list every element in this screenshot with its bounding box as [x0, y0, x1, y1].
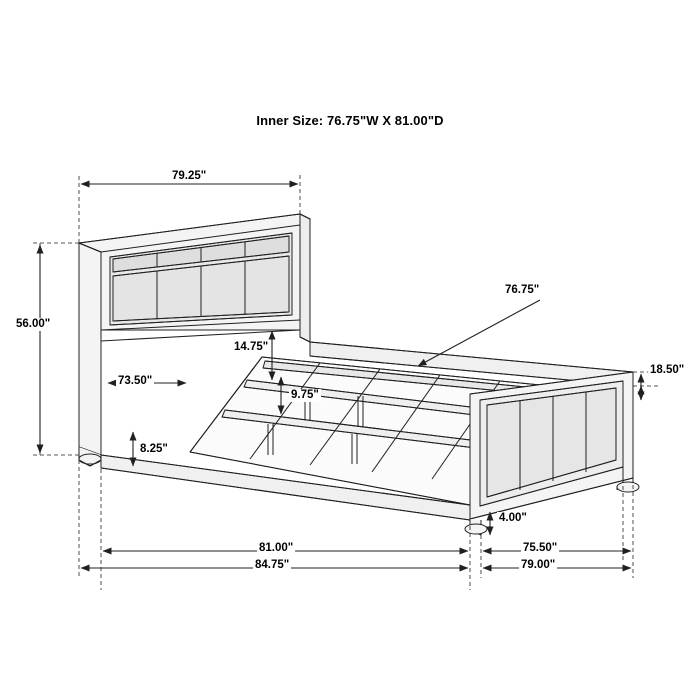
- dim-rail-to-slat: 14.75": [234, 341, 269, 353]
- dim-bed-length-outer: 84.75": [255, 559, 290, 571]
- leader-line-7675: [418, 300, 540, 366]
- dim-slat-clearance: 9.75": [291, 389, 319, 401]
- dim-headboard-height: 56.00": [16, 318, 51, 330]
- dim-footboard-width: 75.50": [523, 542, 558, 554]
- dim-bed-length-inner: 81.00": [259, 542, 294, 554]
- dim-headboard-width: 79.25": [172, 170, 207, 182]
- dim-inner-length: 76.75": [505, 284, 540, 296]
- dim-footboard-height: 18.50": [650, 364, 685, 376]
- dim-floor-clearance: 8.25": [140, 443, 168, 455]
- page-title: Inner Size: 76.75"W X 81.00"D: [256, 113, 444, 128]
- dim-footboard-outer-width: 79.00": [521, 559, 556, 571]
- bed-illustration: [79, 214, 639, 535]
- dim-headboard-panel-width: 73.50": [118, 375, 153, 387]
- dim-foot-post-height: 4.00": [499, 512, 527, 524]
